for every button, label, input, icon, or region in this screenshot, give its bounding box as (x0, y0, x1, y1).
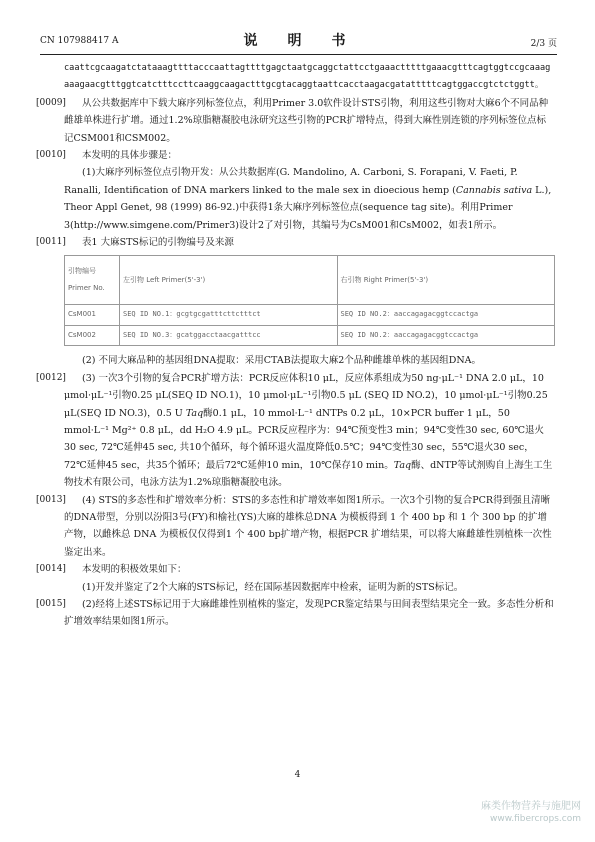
table-cell: SEQ ID NO.3：gcatggacctaacgatttcc (120, 325, 338, 345)
table-header: 右引物 Right Primer(5'-3') (337, 256, 555, 305)
table-header: 左引物 Left Primer(5'-3') (120, 256, 338, 305)
watermark-title: 麻类作物营养与施肥网 (481, 801, 581, 812)
paragraph-text: 本发明的具体步骤是： (82, 150, 178, 162)
paragraph-0010 (36, 147, 555, 234)
paragraph-number: [0015] (36, 598, 66, 609)
paragraph-number: [0011] (36, 237, 66, 248)
watermark (455, 800, 581, 826)
paragraph-0012 (36, 370, 555, 492)
step-1-text: (1)大麻序列标签位点引物开发：从公共数据库(G. Mandolino, A. Carboni, S. Forapani, V. Faeti, P. Ranalli, Identification of DNA markers linked to the male sex in dioecious hemp (Cannabis sativa L.), Theor Appl Genet, 98 (1999) 86-92.)中获得1条大麻序列标签位点(sequence tag site)。利用Primer 3(http://www.simgene.com/Primer3)设计2了对引物，其编号为CsM001和CsM002，如表1所示。 (64, 167, 552, 231)
table-header: 引物编号 Primer No. (65, 256, 120, 305)
paragraph-text: 本发明的积极效果如下： (82, 564, 187, 576)
table-row (65, 305, 555, 325)
paragraph-number: [0009] (36, 97, 66, 108)
paragraph-0011 (36, 234, 555, 251)
paragraph-step-2 (64, 352, 555, 369)
paragraph-text: (2)经将上述STS标记用于大麻雌雄性别植株的鉴定，发现PCR鉴定结果与田间表型结果完全一致。多态性分析和扩增效率结果如图1所示。 (64, 598, 554, 628)
page-indicator: 2/3 页 (530, 39, 557, 49)
paragraph-0009 (36, 95, 555, 147)
watermark-url: www.fibercrops.com (490, 814, 581, 824)
paragraph-number: [0012] (36, 372, 66, 383)
table-cell: SEQ ID NO.2：aaccagagacggtccactga (337, 325, 555, 345)
effect-1-text: (1)开发并鉴定了2个大麻的STS标记，经在国际基因数据库中检索，证明为新的STS标记。 (82, 581, 464, 593)
paragraph-text: (3) 一次3个引物的复合PCR扩增方法：PCR反应体积10 μL，反应体系组成为50 ng·μL⁻¹ DNA 2.0 μL，10 μmol·μL⁻¹引物0.25 μL(SEQ ID NO.1)，10 μmol·μL⁻¹引物0.5 μL (SEQ ID NO.2)，10 μmol·μL⁻¹引物0.25 μL(SEQ ID NO.3)，0.5 U Taq酶0.1 μL，10 mmol·L⁻¹ dNTPs 0.2 μL，10×PCR buffer 1 μL，50 mmol·L⁻¹ Mg²⁺ 0.8 μL，dd H₂O 4.9 μL。PCR反应程序为：94℃预变性3 min；94℃变性30 sec, 60℃退火30 sec, 72℃延伸45 sec, 共10个循环，每个循环退火温度降低0.5℃；94℃变性30 sec，55℃退火30 sec，72℃延伸45 sec，共35个循环；最后72℃延伸10 min，10℃保存10 min。Taq酶、dNTP等试剂购自上海生工生物技术有限公司，电泳方法为1.2%琼脂糖凝胶电泳。 (64, 372, 553, 489)
sequence-text: caattcgcaagatctataaagttttacccaattagttttgagctaatgcaggctattcctgaaactttttgaaacgtttcagtggtccgcaaagaaagaacgtttggtcatctttccttcaaggcaagactttgcgtacaggtaattcacctaagacgatatttttcagtggaccgtctctggtt。 (64, 63, 551, 91)
table-row (65, 325, 555, 345)
table-cell: SEQ ID NO.1：gcgtgcgatttcttctttct (120, 305, 338, 325)
document-body (36, 60, 555, 631)
paragraph-0014 (36, 561, 555, 596)
species-name: Cannabis sativa (455, 184, 533, 196)
primer-table (64, 255, 555, 346)
paragraph-text: (4) STS的多态性和扩增效率分析：STS的多态性和扩增效率如图1所示。一次3个引物的复合PCR得到强且清晰的DNA带型，分别以汾阳3号(FY)和榆社(YS)大麻的雄株总DNA 为模板得到 1 个 400 bp 和 1 个 300 bp 的扩增产物，以雌株总 DNA 为模板仅仅得到1 个 400 bp扩增产物，根据PCR 扩增结果，可以将大麻雌雄性别植株一次性鉴定出来。 (64, 494, 552, 558)
paragraph-text: 从公共数据库中下载大麻序列标签位点，利用Primer 3.0软件设计STS引物，利用这些引物对大麻6个不同品种雌雄单株进行扩增。通过1.2%琼脂糖凝胶电泳研究这些引物的PCR扩增特点，得到大麻性别连锁的序列标签位点标记CSM001和CSM002。 (64, 97, 549, 144)
paragraph-number: [0010] (36, 150, 66, 161)
document-title: 说 明 书 (243, 33, 354, 49)
table-header-row (65, 256, 555, 305)
paragraph-0013 (36, 492, 555, 562)
patent-number: CN 107988417 A (40, 36, 119, 46)
paragraph-number: [0013] (36, 494, 66, 505)
paragraph-text: (2) 不同大麻品种的基因组DNA提取：采用CTAB法提取大麻2个品种雌雄单株的基因组DNA。 (82, 355, 482, 367)
page-header (40, 30, 557, 52)
paragraph-0015 (36, 596, 555, 631)
table-cell: SEQ ID NO.2：aaccagagacggtccactga (337, 305, 555, 325)
table-caption: 表1 大麻STS标记的引物编号及来源 (82, 237, 234, 249)
paragraph-number: [0014] (36, 564, 66, 575)
header-divider (40, 54, 557, 55)
page-number: 4 (294, 770, 301, 780)
table-cell: CsM002 (65, 325, 120, 345)
table-cell: CsM001 (65, 305, 120, 325)
